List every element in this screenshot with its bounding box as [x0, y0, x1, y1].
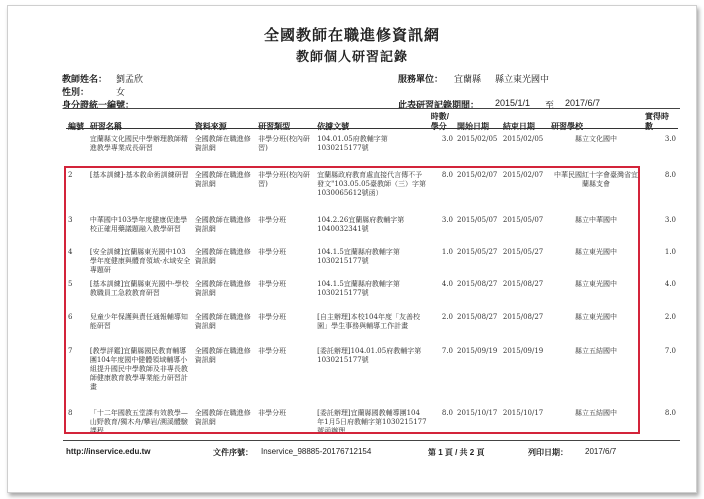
col-end: 結束日期 [502, 122, 535, 131]
row-hours: 3.0 [441, 135, 453, 143]
row-hours: 1.0 [441, 248, 453, 256]
row-hours: 4.0 [441, 280, 453, 288]
row-start: 2015/02/07 [457, 171, 498, 179]
row-type: 非學分班(校內研習) [258, 171, 310, 188]
row-end: 2015/02/05 [502, 135, 544, 143]
row-source: 全國教師在職進修資訊網 [194, 280, 251, 297]
unit-county: 宜蘭縣 [454, 74, 482, 84]
row-doc: [委託辦理]宜蘭縣國教輔導團104年1月5日府教輔字第1030215177號函辦理 [317, 409, 427, 435]
period-from: 2015/1/1 [495, 98, 531, 108]
row-source: 全國教師在職進修資訊網 [194, 313, 251, 330]
col-no: 編號 [68, 122, 84, 131]
footer-print-label: 列印日期： [528, 448, 568, 457]
teacher-label: 教師姓名： [62, 74, 108, 84]
row-school: 縣立東光國中 [574, 313, 617, 321]
row-earned: 8.0 [664, 171, 676, 179]
teacher-name: 劉孟欣 [116, 74, 144, 84]
col-hours: 時數/學分 [430, 112, 450, 131]
document-page [7, 5, 697, 493]
footer-rule [63, 440, 680, 441]
row-type: 非學分班(校內研習) [258, 135, 310, 152]
row-start: 2015/08/27 [457, 280, 498, 288]
row-hours: 3.0 [441, 216, 453, 224]
row-source: 全國教師在職進修資訊網 [194, 171, 251, 188]
row-end: 2015/05/27 [502, 248, 544, 256]
col-school: 研習學校 [550, 122, 583, 131]
row-type: 非學分班 [258, 216, 287, 224]
row-doc: 104.01.05府教輔字第1030215177號 [317, 135, 388, 152]
row-end: 2015/08/27 [502, 280, 544, 288]
row-earned: 2.0 [664, 313, 676, 321]
row-hours: 8.0 [441, 409, 453, 417]
row-start: 2015/08/27 [457, 313, 498, 321]
row-hours: 8.0 [441, 171, 453, 179]
row-school: 中華民國紅十字會臺灣省宜蘭縣支會 [553, 171, 638, 188]
col-earned: 實得時數 [644, 112, 669, 131]
id-label: 身分證統一編號： [62, 100, 135, 110]
row-earned: 3.0 [664, 135, 676, 143]
row-start: 2015/10/17 [457, 409, 498, 417]
row-no [66, 133, 88, 169]
page-title: 全國教師在職進修資訊網 [263, 26, 440, 44]
table-row [66, 133, 678, 169]
row-doc: 104.1.5宜蘭縣府教輔字第1030215177號 [317, 280, 400, 297]
col-name: 研習名稱 [89, 122, 122, 131]
row-source: 全國教師在職進修資訊網 [194, 216, 251, 233]
row-start: 2015/05/07 [457, 216, 498, 224]
row-school: 縣立東光國中 [574, 280, 617, 288]
row-name: [安全訓練]宜蘭縣東光國中103學年度健康與體育領域-水域安全專題研 [89, 248, 191, 274]
row-doc: [委託辦理]104.01.05府教輔字第1030215177號 [317, 347, 422, 364]
row-school: 縣立中華國中 [574, 216, 617, 224]
row-earned: 3.0 [664, 216, 676, 224]
footer-print-date: 2017/6/7 [585, 447, 617, 456]
row-name: 「十二年國教五堂課有效教學—山野教育/獨木舟/攀岩/溯溪體驗課程 [89, 409, 188, 435]
gender-label: 性別： [62, 87, 90, 97]
row-earned: 8.0 [664, 409, 676, 417]
row-name: 中華國中103學年度健康促進學校正確用藥議題融入教學研習 [89, 216, 188, 233]
row-end: 2015/09/19 [502, 347, 544, 355]
row-no: 3 [68, 216, 73, 224]
col-source: 資料來源 [194, 122, 227, 131]
row-type: 非學分班 [258, 347, 287, 355]
table-header-row [66, 112, 678, 133]
row-no: 5 [68, 280, 73, 288]
row-type: 非學分班 [258, 409, 287, 417]
row-end: 2015/05/07 [502, 216, 544, 224]
unit-label: 服務單位： [398, 74, 444, 84]
col-start: 開始日期 [457, 122, 489, 131]
row-source: 全國教師在職進修資訊網 [194, 347, 251, 364]
row-hours: 2.0 [441, 313, 453, 321]
col-doc: 依據文號 [317, 122, 350, 131]
row-name: [基本訓練]宜蘭縣東光國中-學校教職員工急救教育研習 [89, 280, 189, 297]
row-type: 非學分班 [258, 313, 287, 321]
row-doc: [自主辦理]本校104年度「友善校園」學生事務與輔導工作計畫 [317, 313, 420, 330]
row-school: 縣立文化國中 [574, 135, 617, 143]
row-source: 全國教師在職進修資訊網 [194, 248, 251, 265]
row-type: 非學分班 [258, 248, 287, 256]
row-end: 2015/02/07 [502, 171, 544, 179]
row-end: 2015/10/17 [502, 409, 544, 417]
row-hours: 7.0 [441, 347, 453, 355]
row-no: 4 [68, 248, 73, 256]
row-source: 全國教師在職進修資訊網 [194, 135, 251, 152]
row-earned: 7.0 [664, 347, 676, 355]
row-no: 7 [68, 347, 73, 355]
unit-school: 縣立東光國中 [495, 74, 550, 84]
row-name: 兒童少年保護與責任通報輔導知能研習 [89, 313, 188, 330]
row-doc: 宜蘭縣政府教育處直接代言傳不予發文"103.05.05臺教師（三）字第1030065612號函） [317, 171, 426, 197]
row-no: 2 [68, 171, 73, 179]
period-to-word: 至 [545, 100, 555, 110]
footer-url[interactable]: http://inservice.edu.tw [66, 447, 151, 456]
row-start: 2015/05/27 [457, 248, 498, 256]
row-school: 縣立五結國中 [574, 409, 617, 417]
highlight-box [64, 166, 640, 434]
footer-page: 第 1 頁 / 共 2 頁 [428, 448, 485, 457]
row-start: 2015/09/19 [457, 347, 498, 355]
row-no: 6 [68, 313, 73, 321]
header-rule [63, 108, 680, 109]
footer-doc-label: 文件序號： [213, 448, 253, 457]
period-label: 此表研習記錄期間： [398, 100, 480, 110]
row-name: 宜蘭縣文化國民中學辦理教師精進教學專業成長研習 [89, 135, 188, 152]
row-start: 2015/02/05 [457, 135, 498, 143]
footer-doc-no: Inservice_98885-20176712154 [261, 447, 372, 456]
row-name: [基本訓練]-基本救命術訓練研習 [89, 171, 189, 179]
row-type: 非學分班 [258, 280, 287, 288]
row-earned: 4.0 [664, 280, 676, 288]
row-earned: 1.0 [664, 248, 676, 256]
row-school: 縣立五結國中 [574, 347, 617, 355]
row-no: 8 [68, 409, 73, 417]
row-end: 2015/08/27 [502, 313, 544, 321]
col-type: 研習類型 [258, 122, 291, 131]
row-school: 縣立東光國中 [574, 248, 617, 256]
gender-value: 女 [116, 87, 126, 97]
row-name: [教學評鑑]宜蘭縣國民教育輔導團104年度國中健體領域輔導小組提升國民中學教師及非專長教師健康教育教學專業能力研習計畫 [89, 347, 188, 391]
table-header-rule [66, 128, 678, 129]
row-doc: 104.1.5宜蘭縣府教輔字第1030215177號 [317, 248, 400, 265]
period-to: 2017/6/7 [565, 98, 601, 108]
row-source: 全國教師在職進修資訊網 [194, 409, 251, 426]
row-doc: 104.2.26宜蘭縣府教輔字第1040032341號 [317, 216, 405, 233]
page-subtitle: 教師個人研習記錄 [295, 50, 408, 65]
